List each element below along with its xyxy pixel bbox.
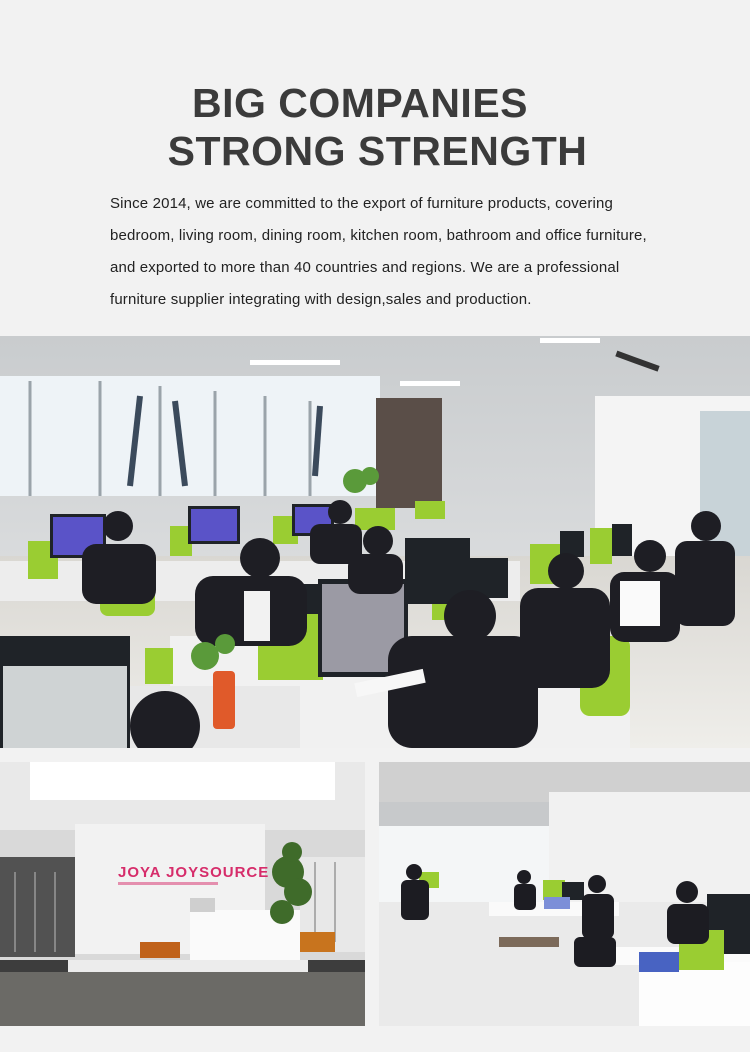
reception-photo: [0, 762, 365, 1026]
office-photo-side: [379, 762, 750, 1026]
intro-line: Since 2014, we are committed to the export of furniture products, covering: [110, 195, 614, 212]
intro-line: bedroom, living room, dining room, kitchen room, bathroom and office furniture,: [110, 227, 647, 244]
page-title: [0, 79, 750, 175]
intro-line: and exported to more than 40 countries and regions. We are a professional: [110, 259, 620, 276]
title-line-2: STRONG STRENGTH: [167, 128, 588, 175]
title-line-1: BIG COMPANIES: [191, 80, 529, 127]
intro-paragraph: [110, 188, 690, 316]
intro-line: furniture supplier integrating with design,sales and production.: [110, 291, 532, 308]
reception-logo-text: JOYA JOYSOURCE: [118, 864, 270, 881]
office-photo-main: [0, 336, 750, 748]
